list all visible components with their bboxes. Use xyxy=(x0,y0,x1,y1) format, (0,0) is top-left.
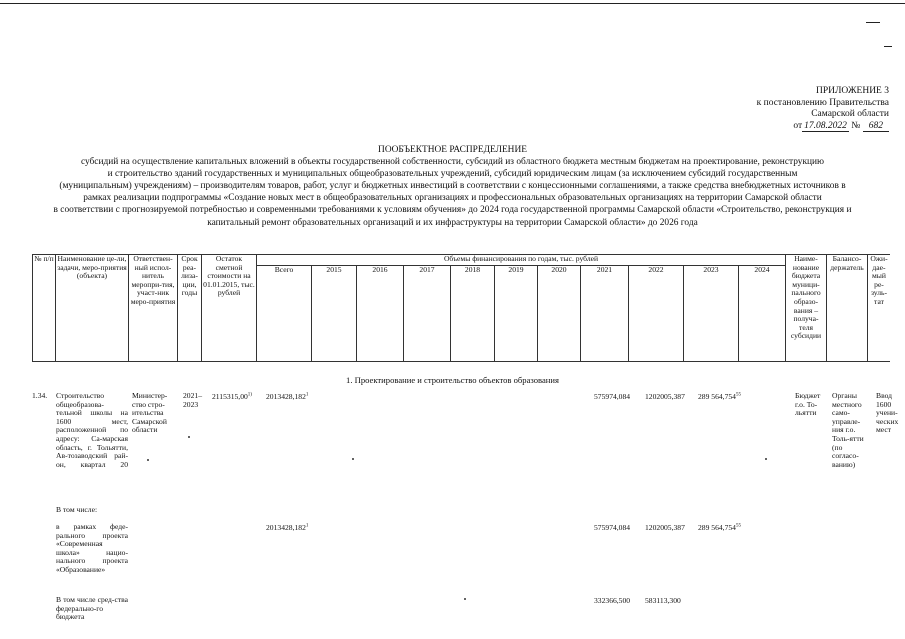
row-2022: 1202005,387 xyxy=(645,392,685,401)
appendix-region: Самарской области xyxy=(811,109,889,119)
federal-row-total: 2013428,182$^1$ xyxy=(266,523,309,532)
top-rule xyxy=(0,3,905,4)
federal-row-2022: 1202005,387 xyxy=(645,523,685,532)
col-year: 2020 xyxy=(538,266,581,362)
col-year: 2019 xyxy=(495,266,538,362)
col-funding-group: Объемы финансирования по годам, тыс. рублей xyxy=(257,255,786,266)
title-line: и строительство зданий государственных и муниципальных общеобразовательных учреждений, субсидий юридическим лицам (за исключением субсидий государственным xyxy=(107,169,798,180)
scan-speck xyxy=(464,598,466,600)
federal-row-2023: 289 564,754$^{55}$ xyxy=(698,523,741,532)
col-budget: Наиме-нование бюджета муници-пального образо-вания – получа-теля субсидии xyxy=(786,255,827,362)
row-responsible: Министер-ство стро-ительства Самарской области xyxy=(132,391,168,435)
appendix-title: ПРИЛОЖЕНИЕ 3 xyxy=(815,86,889,96)
col-no: № п/п xyxy=(33,255,56,362)
title-line: субсидий на осуществление капитальных вложений в объекты государственной собственности, субсидий из областного бюджета местным бюджетам на проектирование, реконструкцию xyxy=(80,157,825,168)
federal-row-name: в рамках феде-рального проекта «Современная школа» нацио-нального проекта «Образование» xyxy=(56,522,128,574)
col-year: 2022 xyxy=(629,266,684,362)
col-name: Наименование це-ли, задачи, меро-приятия (объекта) xyxy=(56,255,129,362)
handwritten-number: 682 xyxy=(863,121,889,132)
handwritten-date: 17.08.2022 xyxy=(804,120,847,131)
col-term: Срок реа-лиза-ции, годы xyxy=(178,255,202,362)
appendix-block xyxy=(699,86,889,132)
col-year: 2016 xyxy=(357,266,404,362)
col-year: 2018 xyxy=(451,266,495,362)
title-line: рамках реализации подпрограммы «Создание новых мест в общеобразовательных организациях и профессиональных образовательных организациях на территории Самарской области xyxy=(83,193,822,204)
col-year: 2017 xyxy=(404,266,451,362)
scan-speck xyxy=(765,458,767,460)
col-remainder: Остаток сметной стоимости на 01.01.2015, тыс. рублей xyxy=(202,255,257,362)
section-title: 1. Проектирование и строительство объектов образования xyxy=(346,375,559,385)
col-year: 2015 xyxy=(312,266,357,362)
appendix-resolution: к постановлению Правительства xyxy=(756,97,889,108)
fed-budget-row-2022: 583113,300 xyxy=(645,596,681,605)
col-year: 2023 xyxy=(684,266,739,362)
scan-speck xyxy=(188,436,190,438)
col-result: Ожи-дае-мый ре-зуль-тат xyxy=(868,255,891,362)
fed-budget-row-2021: 332366,500 xyxy=(594,596,631,605)
fed-budget-row-name: В том числе сред-ства федерально-го бюджета xyxy=(56,595,128,622)
row-remainder: 2115315,00$^{1)}$ xyxy=(212,392,252,401)
row-name: Строительство общеобразова-тельной школы на 1600 мест, расположенной по адресу: Са-марская область, г. Тольятти, Ав-тозаводский рай-он, квартал 20 xyxy=(56,391,128,469)
row-number: 1.34. xyxy=(32,391,48,400)
row-2023: 289 564,754$^{55}$ xyxy=(698,392,741,401)
title-line: в соответствии с прогнозируемой потребностью и современными требованиями к условиям обучения» до 2024 года государственной программы Самарской области «Строительство, реконструкция и xyxy=(53,205,852,216)
title-line: (муниципальным) учреждениям) – производителям товаров, работ, услуг и бюджетных инвестиций в соответствии с концессионными соглашениями, а также средства внебюджетных источников в xyxy=(59,181,846,192)
top-right-mark xyxy=(866,22,880,23)
title-line: капитальный ремонт образовательных организаций и их инфраструктуры на территории Самарской области» до 2026 года xyxy=(207,217,698,228)
title-heading: ПООБЪЕКТНОЕ РАСПРЕДЕЛЕНИЕ xyxy=(378,145,527,155)
scan-speck xyxy=(147,459,149,461)
col-responsible: Ответствен-ный испол-нитель меропри-тия, участ-ник меро-приятия xyxy=(129,255,178,362)
row-holder: Органы местного само-управле-ния г.о. Толь-ятти (по согласо-ванию) xyxy=(832,391,864,469)
row-result: Ввод 1600 учени-ческих мест xyxy=(876,391,899,435)
scan-speck xyxy=(352,458,354,460)
including-label: В том числе: xyxy=(56,505,98,514)
table-header xyxy=(32,254,890,362)
col-year: 2024 xyxy=(739,266,786,362)
top-right-mark xyxy=(884,46,892,47)
appendix-date-line: от 17.08.2022 № 682 xyxy=(699,121,889,133)
row-budget: Бюджет г.о. То-льятти xyxy=(795,391,821,418)
row-2021: 575974,084 xyxy=(594,392,631,401)
document-title xyxy=(0,144,905,229)
row-term: 2021–2023 xyxy=(183,391,202,409)
col-total: Всего xyxy=(257,266,312,362)
row-total: 2013428,182$^1$ xyxy=(266,392,309,401)
federal-row-2021: 575974,084 xyxy=(594,523,631,532)
col-year: 2021 xyxy=(581,266,629,362)
col-holder: Балансо-держатель xyxy=(827,255,868,362)
